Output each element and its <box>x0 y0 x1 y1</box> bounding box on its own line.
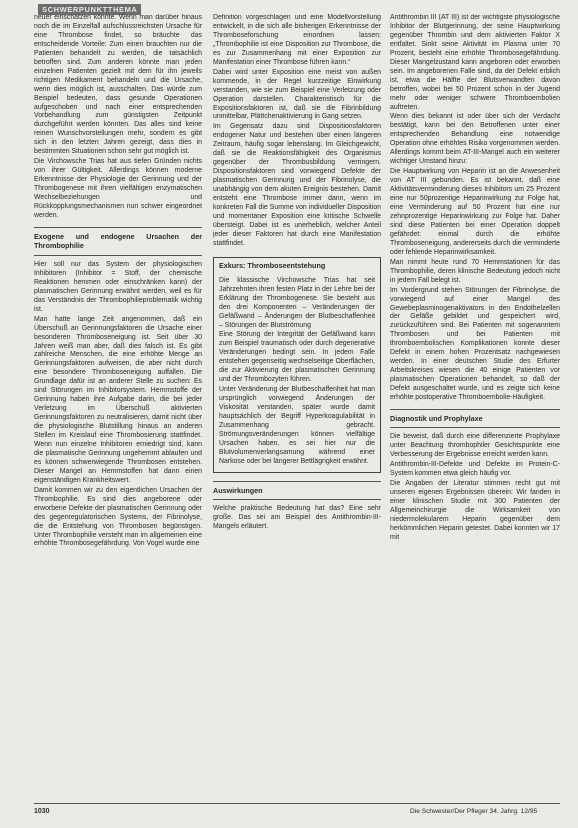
page-number: 1030 <box>34 808 50 815</box>
section-heading: Exogene und endogene Ursachen der Thrombophilie <box>34 227 202 256</box>
column-3 <box>390 14 560 809</box>
paragraph: Definition vorgeschlagen und eine Modellvorstellung entwickelt, in die sich alle bisherigen Erkenntnisse der Thromboseforschung einordnen lassen: „Thrombophilie ist eine Disposition zur Thrombose, die es zur Zusammenhang mit einer Exposition zur Manifestation einer Thrombose führen kann.“ <box>213 14 381 66</box>
section-heading: Auswirkungen <box>213 481 381 501</box>
paragraph: Eine Störung der Integrität der Gefäßwand kann zum Beispiel traumatisch oder durch degenerative Veränderungen bedingt sein. In jedem Falle entstehen gegenseitig wechselseitige Oberflächen, die zur Aktivierung der plasmatischen Gerinnung und der Thrombozyten führen. <box>219 331 375 384</box>
paragraph: neuer einschätzen könnte. Wenn man darüber hinaus noch die im Einzelfall aufschlussreichsten Ursache für eine Thrombose findet, so bräuchte das entscheidende Vorteile: Zum einen brauchten nur die Patienten behandelt zu werden, die tatsächlich betroffen sind. Zum anderen könnte man jeden einzelnen Patienten gezielt mit dem für ihn jeweils richtigen Medikament behandeln und die Ursache, wenn dies möglich ist, ausschalten. Das würde zum Beispiel bedeuten, dass gesunde Operationen aufgeschoben und nach einer entsprechenden Vorbehandlung zum günstigsten Zeitpunkt durchgeführt werden könnten. Das alles sind keine reinen Wunschvorstellungen mehr, sondern es gibt sich in den letzten Jahren gezeigt, dass dies in bestimmten Situationen schon sehr gut möglich ist. <box>34 14 202 156</box>
paragraph: Die Virchowsche Trias hat aus tiefen Gründen nichts von ihrer Gültigkeit. Allerdings können moderne Erkenntnisse der Physiologie der Gerinnung und der Thrombogenese mit ihren vielfältigen enzymatischen Wechselbeziehungen und Rückkopplungsmechanismen nun schwer eingeordnet werden. <box>34 158 202 219</box>
paragraph: Die Hauptwirkung von Heparin ist an die Anwesenheit von AT III gebunden. Es ist bekannt, daß eine Aktivitätsverminderung dieses Inhibitors um 25 Prozent eine nur 50prozentige Heparinwirkung zur Folge hat, eine Verminderung auf 50 Prozent hat eine nur zehnprozentige Heparinwirkung zur Folge hat. Daher sind diese Patienten bei einer Operation doppelt gefährdet: einmal durch die erhöhte Thromboseneigung, andererseits durch die verminderte oder fehlende Heparinwirksamkeit. <box>390 168 560 256</box>
footer-rule <box>34 803 560 804</box>
journal-reference: Die Schwester/Der Pfleger 34. Jahrg. 12/95 <box>410 808 538 815</box>
paragraph: Die beweist, daß durch eine differenzierte Prophylaxe unter Beachtung thrombophiler Gesichtspunkte eine Verbesserung der Ergebnisse erreicht werden kann. <box>390 433 560 459</box>
paragraph: Im Gegensatz dazu sind Dispositionsfaktoren endogener Natur und bestehen über einen längeren Zeitraum, häufig sogar lebenslang. Im Gleichgewicht, daß sie die Reaktionsfähigkeit des Organismus gegenüber der Thrombusbildung verringern. Dispositionsfaktoren sind vorwiegend Defekte der plasmatischen Gerinnung und der Fibrinolyse, die unabhängig von dem akuten Ereignis bestehen. Damit entsteht eine Thrombose immer dann, wenn im konkreten Fall die Summe von individueller Disposition und momentaner Exposition eine kritische Schwelle übersteigt. Dabei ist es unerheblich, welcher Anteil jeder dieser Faktoren hat durch eine Manifestation stattfindet. <box>213 123 381 247</box>
box-title: Exkurs: Thromboseentstehung <box>219 260 326 270</box>
column-2 <box>213 14 381 809</box>
paragraph: Die klassische Virchowsche Trias hat seit Jahrzehnten ihren festen Platz in der Lehre bei der Erklärung der Thrombogenese. Sie besteht aus den drei Komponenten – Veränderungen der Gefäßwand – Änderungen der Blutbeschaffenheit – Störungen der Blutströmung <box>219 276 375 329</box>
paragraph: Damit kommen wir zu den eigentlichen Ursachen der Thrombophilie. Es sind dies angeborene oder erworbene Defekte der plasmatischen Gerinnung oder des gegenregulatorischen Systems, der Fibrinolyse, die die Entstehung von Thrombosen begünstigen. Unter Thrombophilie versteht man im allgemeinen eine erhöhte Thrombosegefährdung. Von Vogel wurde eine <box>34 486 202 548</box>
paragraph: Welche praktische Bedeutung hat das? Eine sehr große. Das sei am Beispiel des Antithrombin-III-Mangels erläutert. <box>213 505 381 531</box>
paragraph: Man hatte lange Zeit angenommen, daß ein Überschuß an Gerinnungsfaktoren die Ursache einer besonderen Thromboseneigung ist. Seit über 30 Jahren weiß man aber, daß dies falsch ist. Es gibt zahlreiche Menschen, die eine erhöhte Menge an Gerinnungsfaktoren aufweisen, die aber nicht durch eine besondere Thromboseneigung auffallen. Die Grundlage dafür ist an anderer Stelle zu suchen: Es sind Störungen im Inhibitorsystem. Hemmstoffe der Gerinnung haben ihre Aufgabe darin, die bei jeder Verletzung im Überschuß aktivierten Gerinnungsfaktoren zu neutralisieren, damit nicht über die physiologische Blutstillung hinaus an anderen Stellen im Kreislauf eine Thrombosierung stattfindet. Wenn nun einzelne Inhibitoren erniedrigt sind, kann die plasmatische Gerinnung ungehemmt ablaufen und es können schwerwiegende Thrombosen entstehen. Dieser Mangel an Hemmstoffen hat dann einen eigenständigen Krankheitswert. <box>34 315 202 484</box>
paragraph: Im Vordergrund stehen Störungen der Fibrinolyse, die vorwiegend auf einer Mangel des Gewebeplasminogenaktivators in den Endothelzellen der Gefäße gebildet und gespeichert wird, zurückzuführen sind. Bei Patienten mit sogenanntem Thrombosen und bei Patienten mit thromboembolischen Komplikationen konnte dieser Defekt in einem hohen Prozentsatz nachgewiesen werden. In einer deutschen Studie des Erfurter Arbeitskreises wiesen die 40 einige Patienten vor plasmatischen Operationen behandelt, so daß der Defekt ausgeschaltet wurde, und es zeigte sich keine erhöhte postoperative Thromboembolie-Häufigkeit. <box>390 286 560 402</box>
paragraph: Antithrombin-III-Defekte und Defekte im Protein-C-System kommen etwa gleich häufig vor. <box>390 461 560 478</box>
column-1 <box>34 14 202 809</box>
paragraph: Man nimmt heute rund 70 Hemmstationen für das Thrombophilie, deren klinische Bedeutung jedoch nicht in jedem Fall belegt ist. <box>390 258 560 284</box>
paragraph: Wenn dies bekannt ist oder über sich der Verdacht bestätigt, kann bei den Betroffenen unter einer entsprechenden Behandlung eine notwendige Operation ohne erhöhtes Risiko vorgenommen werden. Allerdings kommt beim AT-III-Mangel auch ein weiterer wichtiger Umstand hinzu: <box>390 113 560 166</box>
running-title: SCHWERPUNKTTHEMA <box>38 4 141 15</box>
paragraph: Hier soll nur das System der physiologischen Inhibitoren (Inhibitor = Stoff, der chemische Reaktionen hemmen oder einschränken kann) der plasmatischen Gerinnung erwähnt werden, weil es für das Verständnis der Thrombophilieproblematik wichtig ist. <box>34 260 202 313</box>
paragraph: Unter Veränderung der Blutbeschaffenheit hat man ursprünglich vorwiegend Änderungen der Viskosität verstanden, später wurde damit hauptsächlich der Begriff Hyperkoagulabilität in Zusammenhang gebracht. Strömungsveränderungen können vielfältige Ursachen haben, es sei hier nur die Blutvolumenverlangsamung während einer Narkose oder bei längerer Bettlägrigkeit erwähnt. <box>219 386 375 465</box>
paragraph: Dabei wird unter Exposition eine meist von außen kommende, in der Regel kurzzeitige Einwirkung verstanden, wie sie zum Beispiel eine Verletzung oder Operation darstellen. Charakteristisch für die Expositionsfaktoren ist, daß sie die Fibrinbildung unmittelbar, Plättchenaktivierung in Gang setzen. <box>213 68 381 121</box>
excursus-box <box>213 257 381 473</box>
section-heading: Diagnostik und Prophylaxe <box>390 409 560 429</box>
paragraph: Die Angaben der Literatur stimmen recht gut mit unseren eigenen Ergebnissen überein: Wir fanden in einer klinischen Studie mit 300 Patienten der Allgemeinchirurgie die Wirksamkeit von niedermolekularem Heparin gegenüber dem herkömmlichen Heparin getestet. Dabei konnten wir 17 mit <box>390 480 560 541</box>
paragraph: Antithrombin III (AT III) ist der wichtigste physiologische Inhibitor der Blutgerinnung, der seine Hauptwirkung gegenüber Thrombin und dem aktivierten Faktor X entfaltet. Sinkt seine Aktivität im Plasma unter 70 Prozent, besteht eine erhöhte Thrombosegefährdung. Dieser Mangelzustand kann angeboren oder erworben sein. Im angeborenen Falle sind, da der Defekt erblich ist, etwa die Hälfte der Blutsverwandten davon betroffen, wobei bei 50 Prozent schon in der Jugend mehr oder weniger schwere Thromboembolien auftreten. <box>390 14 560 111</box>
